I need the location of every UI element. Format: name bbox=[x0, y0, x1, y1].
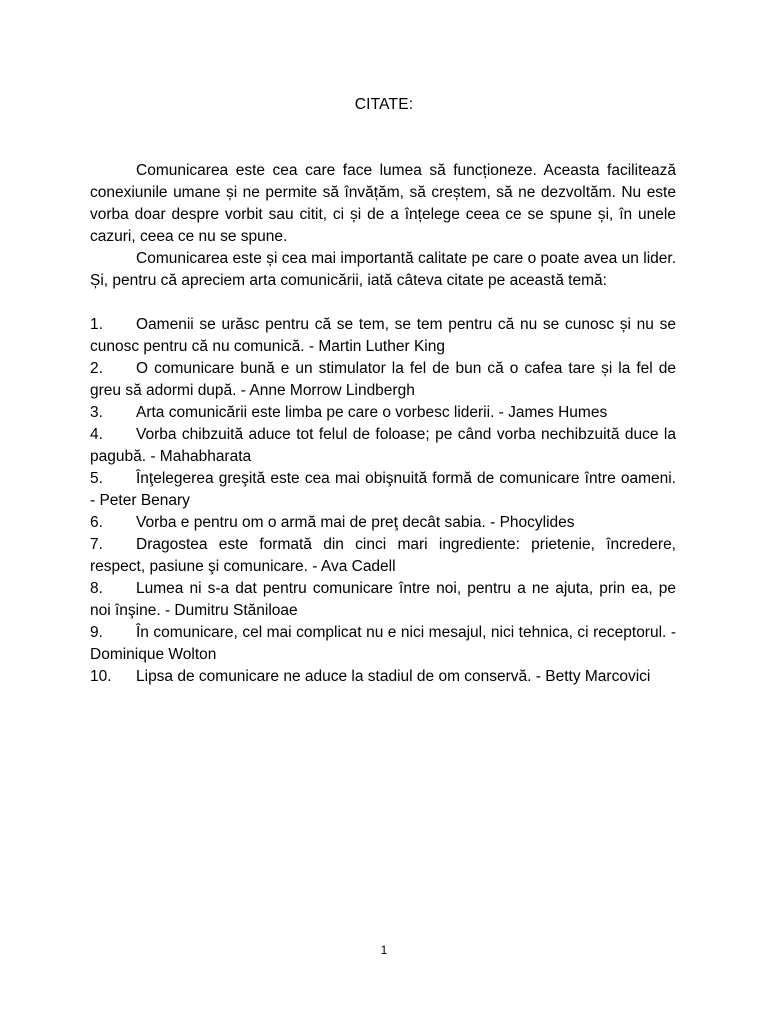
quote-text: Oamenii se urăsc pentru că se tem, se tem pentru că nu se cunosc și nu se cunosc pentru că nu comunică. - Martin Luther King bbox=[90, 316, 676, 355]
quote-item bbox=[90, 358, 676, 402]
quote-text: Vorba chibzuită aduce tot felul de foloase; pe când vorba nechibzuită duce la pagubă. - Mahabharata bbox=[90, 426, 676, 465]
document-body bbox=[90, 160, 676, 688]
quote-number: 10. bbox=[90, 668, 112, 685]
quote-number: 1. bbox=[90, 316, 103, 333]
quote-item bbox=[90, 622, 676, 666]
quote-number: 8. bbox=[90, 580, 103, 597]
document-title: CITATE: bbox=[354, 96, 414, 113]
intro-paragraph-1: Comunicarea este cea care face lumea să funcționeze. Aceasta facilitează conexiunile umane și ne permite să învățăm, să creștem, să ne dezvoltăm. Nu este vorba doar despre vorbit sau citit, ci și de a înțelege ceea ce se spune și, în unele cazuri, ceea ce nu se spune. bbox=[90, 162, 676, 245]
quote-text: Arta comunicării este limba pe care o vorbesc liderii. - James Humes bbox=[136, 404, 608, 421]
quote-item bbox=[90, 424, 676, 468]
quote-text: Dragostea este formată din cinci mari ingrediente: prietenie, încredere, respect, pasiune şi comunicare. - Ava Cadell bbox=[90, 536, 676, 575]
page-number: 1 bbox=[380, 943, 388, 957]
quote-number: 4. bbox=[90, 426, 103, 443]
quotes-list bbox=[90, 314, 676, 688]
quote-item bbox=[90, 578, 676, 622]
quote-text: O comunicare bună e un stimulator la fel de bun că o cafea tare și la fel de greu să adormi după. - Anne Morrow Lindbergh bbox=[90, 360, 676, 399]
quote-number: 9. bbox=[90, 624, 103, 641]
quote-number: 6. bbox=[90, 514, 103, 531]
quote-number: 3. bbox=[90, 404, 103, 421]
quote-item bbox=[90, 512, 676, 534]
quote-item bbox=[90, 402, 676, 424]
quote-item bbox=[90, 314, 676, 358]
quote-item bbox=[90, 534, 676, 578]
quote-text: Lumea ni s-a dat pentru comunicare între noi, pentru a ne ajuta, prin ea, pe noi înşine. - Dumitru Stăniloae bbox=[90, 580, 676, 619]
quote-text: În comunicare, cel mai complicat nu e nici mesajul, nici tehnica, ci receptorul. - Dominique Wolton bbox=[90, 624, 676, 663]
paragraph-spacer bbox=[90, 292, 676, 314]
quote-text: Vorba e pentru om o armă mai de preţ decât sabia. - Phocylides bbox=[136, 514, 575, 531]
quote-item bbox=[90, 468, 676, 512]
quote-text: Lipsa de comunicare ne aduce la stadiul de om conservă. - Betty Marcovici bbox=[136, 668, 651, 685]
quote-item bbox=[90, 666, 676, 688]
quote-number: 5. bbox=[90, 470, 103, 487]
quote-number: 7. bbox=[90, 536, 103, 553]
quote-text: Înţelegerea greşită este cea mai obişnuită formă de comunicare între oameni. - Peter Benary bbox=[90, 470, 676, 509]
quote-number: 2. bbox=[90, 360, 103, 377]
intro-paragraph-2: Comunicarea este și cea mai importantă calitate pe care o poate avea un lider. Și, pentru că apreciem arta comunicării, iată câteva citate pe această temă: bbox=[90, 250, 676, 289]
